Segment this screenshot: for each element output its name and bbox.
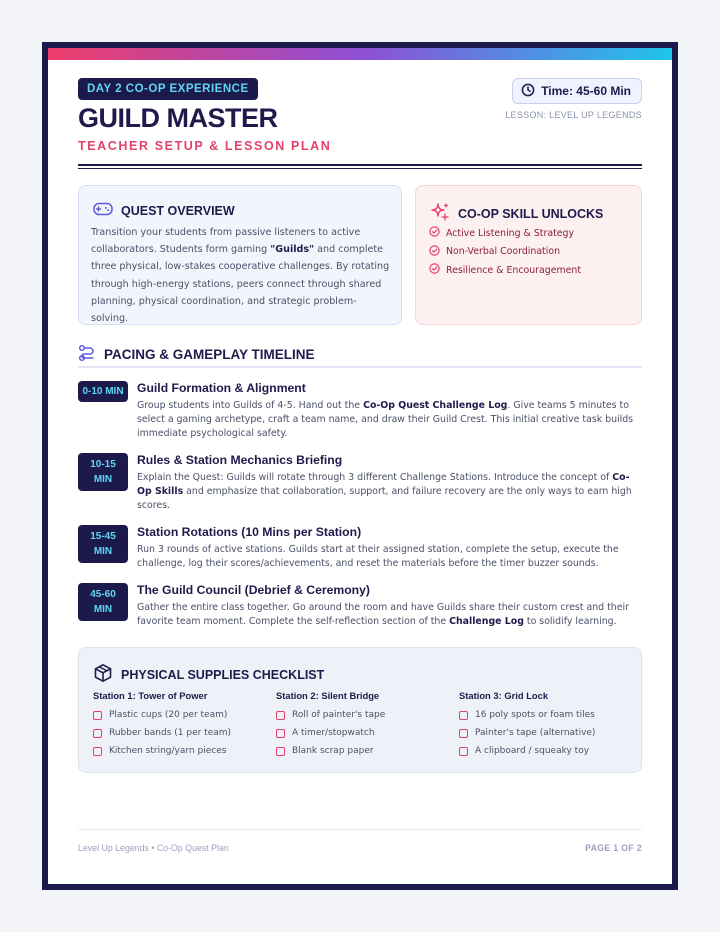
checkbox-icon[interactable] [276,747,285,756]
supply-item[interactable] [459,706,639,724]
supply-item[interactable] [276,742,456,760]
supply-item-label: Plastic cups (20 per team) [109,710,228,720]
skill-item-label: Non-Verbal Coordination [446,246,561,258]
timeline-item-desc [137,471,637,514]
desc-part: Group students into Guilds of 4-5. Hand out the [137,400,364,411]
desc-bold: Co-Op Quest Challenge Log [363,400,508,411]
supply-station [93,690,273,760]
page-number: PAGE 1 OF 2 [585,843,642,853]
day-badge: DAY 2 CO-OP EXPERIENCE [78,78,258,100]
header-divider-thin [78,168,642,169]
quest-overview-card [78,185,402,325]
desc-part: . Give teams 5 minutes to select a gaming archetype, craft a team name, and draw their Guild Crest. This initial creative task builds immediate psychological safety. [137,400,634,440]
quest-text-bold: "Guilds" [270,244,315,256]
time-range-badge [78,453,128,491]
gamepad-icon [93,202,113,219]
lesson-label: LESSON: LEVEL UP LEGENDS [505,110,642,120]
check-circle-icon [429,245,440,259]
badge-line: 15-45 [90,531,116,542]
supply-item-label: Roll of painter's tape [292,710,386,720]
time-badge [512,78,642,104]
checkbox-icon[interactable] [93,711,102,720]
supply-item-label: Painter's tape (alternative) [475,728,596,738]
desc-part: Gather the entire class together. Go around the room and have Guilds share their custom crest and their favorite team moment. Complete the self-reflection section of the [137,602,629,628]
checkbox-icon[interactable] [93,729,102,738]
supply-item[interactable] [93,742,273,760]
badge-line: MIN [93,546,113,557]
quest-overview-heading [93,202,235,219]
desc-part: Run 3 rounds of active stations. Guilds start at their assigned station, complete the setup, execute the challenge, log their scores/achievements, and reset the materials before the timer buzzer sounds. [137,544,619,570]
supplies-title: PHYSICAL SUPPLIES CHECKLIST [121,667,325,682]
supply-item-label: Blank scrap paper [292,746,374,756]
footer-text: Level Up Legends • Co-Op Quest Plan [78,843,229,853]
timeline-item-desc [137,543,637,571]
quest-overview-title: QUEST OVERVIEW [121,203,235,218]
badge-line: MIN [93,474,113,485]
quest-text-part: and complete three physical, low-stakes cooperative challenges. By rotating through high-energy stations, peers connect through shared planning, physical coordination, and strategic problem-solving. [91,244,390,325]
skill-item [429,243,581,262]
footer-divider [78,829,642,830]
sparkle-icon [430,202,450,225]
skill-list [429,224,581,280]
checkbox-icon[interactable] [459,729,468,738]
skill-item [429,261,581,280]
timeline-title: PACING & GAMEPLAY TIMELINE [104,347,315,362]
supply-station [459,690,639,760]
skill-item [429,224,581,243]
clock-icon [521,83,535,100]
timeline-item-title: Rules & Station Mechanics Briefing [137,453,343,467]
checkbox-icon[interactable] [459,747,468,756]
supplies-heading [93,663,324,686]
page-title: GUILD MASTER [78,103,278,133]
supply-station [276,690,456,760]
supply-list [93,706,273,760]
skill-unlocks-card [415,185,642,325]
supply-item[interactable] [93,724,273,742]
supply-item[interactable] [459,742,639,760]
supply-item[interactable] [459,724,639,742]
badge-line: MIN [93,604,113,615]
timeline-item-title: The Guild Council (Debrief & Ceremony) [137,583,370,597]
skill-unlocks-heading [430,202,603,225]
quest-overview-text [91,224,393,327]
station-title: Station 1: Tower of Power [93,690,208,701]
checkbox-icon[interactable] [93,747,102,756]
badge-line: 10-15 [90,459,116,470]
desc-part: and emphasize that collaboration, support, and failure recovery are the only ways to earn high scores. [137,486,632,512]
route-icon [78,344,96,365]
header-divider [78,164,642,166]
supply-item-label: Kitchen string/yarn pieces [109,746,227,756]
checkbox-icon[interactable] [459,711,468,720]
time-range-badge [78,381,128,402]
box-icon [93,663,113,686]
supply-item-label: Rubber bands (1 per team) [109,728,232,738]
desc-part: Explain the Quest: Guilds will rotate through 3 different Challenge Stations. Introduce the concept of [137,472,613,483]
timeline-divider [78,366,642,368]
skill-item-label: Active Listening & Strategy [446,227,575,239]
desc-bold: Co-Op Skills [137,472,630,498]
supply-list [276,706,456,760]
time-range-badge [78,525,128,563]
timeline-heading [78,344,315,365]
checkbox-icon[interactable] [276,729,285,738]
supply-item[interactable] [276,724,456,742]
desc-part: to solidify learning. [523,616,617,628]
supply-item[interactable] [93,706,273,724]
page-subtitle: TEACHER SETUP & LESSON PLAN [78,139,332,153]
page-frame [42,42,678,890]
station-title: Station 3: Grid Lock [459,690,549,701]
timeline-item-title: Station Rotations (10 Mins per Station) [137,525,362,539]
time-label: Time: 45-60 Min [541,84,631,98]
supply-item-label: 16 poly spots or foam tiles [475,710,595,720]
skill-unlocks-title: CO-OP SKILL UNLOCKS [458,206,604,221]
supply-list [459,706,639,760]
badge-line: 0-10 MIN [82,386,124,397]
checkbox-icon[interactable] [276,711,285,720]
timeline-item-desc [137,601,637,629]
check-circle-icon [429,263,440,277]
quest-text-part: Transition your students from passive listeners to active collaborators. Students form gaming [91,227,361,256]
timeline-item-desc [137,399,637,442]
time-range-badge [78,583,128,621]
desc-bold: Challenge Log [449,616,524,628]
check-circle-icon [429,226,440,240]
supplies-card [78,647,642,773]
gradient-top-bar [48,48,672,60]
supply-item[interactable] [276,706,456,724]
supply-item-label: A clipboard / squeaky toy [475,746,590,756]
timeline-item-title: Guild Formation & Alignment [137,381,306,395]
skill-item-label: Resilience & Encouragement [446,264,581,276]
document-page [48,48,672,884]
supply-item-label: A timer/stopwatch [292,728,375,738]
badge-line: 45-60 [90,589,116,600]
station-title: Station 2: Silent Bridge [276,690,380,701]
